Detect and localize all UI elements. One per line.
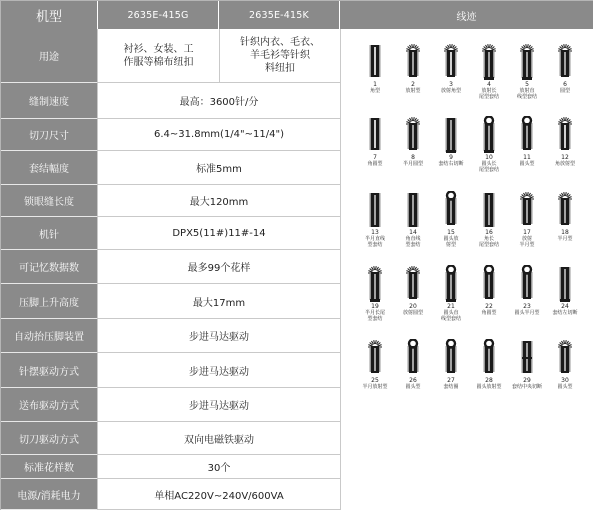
spec-label: 套结幅度 [1, 151, 97, 185]
stitch-pattern-icon [393, 339, 433, 377]
stitch-pattern-icon [355, 265, 395, 303]
stitch-pattern-number: 30 [561, 377, 569, 384]
stitch-pattern-name: 放射直 线型套结 [516, 88, 537, 100]
stitch-pattern-icon [469, 116, 509, 154]
stitch-pattern-number: 1 [373, 81, 377, 88]
stitch-pattern-icon [431, 116, 471, 154]
stitch-pattern-name: 圆头型 [519, 161, 535, 167]
stitch-pattern-icon [355, 116, 395, 154]
usage-model-b: 针织内衣、毛衣、 羊毛衫等针织 料纽扣 [219, 29, 340, 83]
stitch-pattern-number: 13 [371, 229, 379, 236]
stitch-pattern-name: 套结圈 [443, 384, 459, 390]
stitch-pattern-icon [431, 191, 471, 229]
stitch-pattern-number: 29 [523, 377, 531, 384]
usage-label: 用途 [1, 29, 97, 83]
stitch-pattern-number: 22 [485, 303, 493, 310]
model-header-label: 机型 [1, 1, 97, 29]
stitch-pattern-item [469, 116, 509, 173]
stitch-pattern-icon [355, 191, 395, 229]
stitch-pattern-item [431, 339, 471, 390]
stitch-pattern-icon [393, 43, 433, 81]
stitch-pattern-name: 放射 半月型 [519, 236, 535, 248]
spec-value: 双向电磁铁驱动 [97, 422, 340, 455]
stitch-pattern-icon [469, 265, 509, 303]
stitch-pattern-item [469, 265, 509, 316]
spec-label: 针摆驱动方式 [1, 353, 97, 388]
stitch-pattern-item [507, 339, 547, 390]
stitch-pattern-name: 角圆型 [481, 310, 497, 316]
stitch-pattern-item [545, 43, 585, 94]
stitch-pattern-icon [393, 116, 433, 154]
stitch-pattern-number: 8 [411, 154, 415, 161]
spec-value: 6.4~31.8mm(1/4"~11/4") [97, 119, 340, 151]
stitch-pattern-number: 5 [525, 81, 529, 88]
stitch-pattern-icon [507, 191, 547, 229]
stitch-pattern-item [507, 116, 547, 167]
stitch-pattern-name: 放射圆型 [402, 310, 423, 316]
stitch-pattern-icon [545, 265, 585, 303]
stitch-pattern-name: 套结右切断 [438, 161, 464, 167]
stitch-pattern-name: 圆头型 [405, 384, 421, 390]
stitch-pattern-item [393, 191, 433, 248]
stitch-pattern-name: 角圆型 [367, 161, 383, 167]
spec-value: 最大120mm [97, 185, 340, 217]
stitch-pattern-name: 套结左切断 [552, 310, 578, 316]
stitch-pattern-name: 圆头直 线型套结 [440, 310, 461, 322]
stitch-pattern-icon [469, 43, 509, 81]
stitch-pattern-number: 7 [373, 154, 377, 161]
spec-value: 标准5mm [97, 151, 340, 185]
stitch-pattern-item [431, 265, 471, 322]
stitch-pattern-icon [431, 43, 471, 81]
stitch-pattern-name: 半月直线 型套结 [364, 236, 385, 248]
stitch-pattern-item [507, 43, 547, 100]
spec-value: 步进马达驱动 [97, 388, 340, 422]
stitch-pattern-icon [545, 116, 585, 154]
stitch-pattern-name: 放射长 尾型套结 [478, 88, 499, 100]
stitch-pattern-icon [393, 191, 433, 229]
stitch-pattern-name: 圆头型 [557, 384, 573, 390]
stitch-pattern-icon [355, 339, 395, 377]
usage-model-a: 衬衫、女装、工 作服等棉布纽扣 [97, 29, 219, 83]
stitch-pattern-name: 放射型 [405, 88, 421, 94]
spec-label: 机针 [1, 217, 97, 250]
spec-label: 电源/消耗电力 [1, 479, 97, 510]
stitch-pattern-number: 27 [447, 377, 455, 384]
stitch-pattern-name: 角长 尾型套结 [478, 236, 499, 248]
stitch-pattern-name: 角型 [369, 88, 380, 94]
stitch-pattern-number: 3 [449, 81, 453, 88]
stitch-pattern-number: 16 [485, 229, 493, 236]
stitch-pattern-item [469, 43, 509, 100]
stitch-pattern-item [393, 339, 433, 390]
stitch-pattern-item [507, 191, 547, 248]
stitch-pattern-name: 放射角型 [440, 88, 461, 94]
stitch-pattern-item [393, 43, 433, 94]
stitch-pattern-name: 半月放射型 [362, 384, 388, 390]
stitch-pattern-item [355, 191, 395, 248]
stitch-pattern-number: 2 [411, 81, 415, 88]
spec-label: 切刀驱动方式 [1, 422, 97, 455]
spec-label: 缝制速度 [1, 83, 97, 119]
stitch-pattern-icon [431, 339, 471, 377]
stitch-pattern-item [545, 191, 585, 242]
spec-value: 最高：3600针/分 [97, 83, 340, 119]
stitch-pattern-name: 圆型 [559, 88, 570, 94]
stitch-pattern-number: 10 [485, 154, 493, 161]
stitch-pattern-name: 角直线 型套结 [405, 236, 421, 248]
stitch-pattern-number: 11 [523, 154, 531, 161]
stitch-pattern-icon [431, 265, 471, 303]
spec-label: 标准花样数 [1, 455, 97, 479]
stitch-pattern-item [469, 339, 509, 390]
spec-label: 锁眼缝长度 [1, 185, 97, 217]
stitch-pattern-item [431, 191, 471, 248]
spec-label: 切刀尺寸 [1, 119, 97, 151]
model-a-header: 2635E-415G [98, 1, 218, 29]
stitch-pattern-number: 4 [487, 81, 491, 88]
stitch-pattern-item [355, 116, 395, 167]
stitch-pattern-item [431, 43, 471, 94]
trace-panel [340, 29, 593, 510]
stitch-pattern-number: 12 [561, 154, 569, 161]
spec-value: 步进马达驱动 [97, 319, 340, 353]
stitch-pattern-name: 圆头长 尾型套结 [478, 161, 499, 173]
spec-value: 最大17mm [97, 284, 340, 319]
stitch-pattern-item [469, 191, 509, 248]
stitch-pattern-icon [545, 191, 585, 229]
stitch-pattern-name: 半月长尾 型套结 [364, 310, 385, 322]
stitch-pattern-number: 21 [447, 303, 455, 310]
stitch-pattern-icon [507, 43, 547, 81]
stitch-pattern-number: 28 [485, 377, 493, 384]
spec-label: 送布驱动方式 [1, 388, 97, 422]
traces-header: 线迹 [340, 1, 593, 29]
stitch-pattern-name: 圆头放射型 [476, 384, 502, 390]
stitch-pattern-name: 套结中央切断 [511, 384, 542, 390]
stitch-pattern-number: 6 [563, 81, 567, 88]
stitch-pattern-item [431, 116, 471, 167]
stitch-pattern-number: 26 [409, 377, 417, 384]
stitch-pattern-number: 24 [561, 303, 569, 310]
stitch-pattern-icon [507, 339, 547, 377]
stitch-pattern-number: 17 [523, 229, 531, 236]
stitch-pattern-number: 9 [449, 154, 453, 161]
spec-label: 可记忆数据数 [1, 250, 97, 284]
stitch-pattern-item [545, 116, 585, 167]
spec-value: 最多99个花样 [97, 250, 340, 284]
stitch-pattern-name: 角放射型 [554, 161, 575, 167]
stitch-pattern-icon [545, 339, 585, 377]
stitch-pattern-item [355, 43, 395, 94]
stitch-pattern-icon [469, 339, 509, 377]
stitch-pattern-number: 20 [409, 303, 417, 310]
spec-label: 自动抬压脚装置 [1, 319, 97, 353]
stitch-pattern-item [355, 339, 395, 390]
stitch-pattern-number: 15 [447, 229, 455, 236]
stitch-pattern-name: 圆头半月型 [514, 310, 540, 316]
stitch-pattern-item [545, 339, 585, 390]
stitch-pattern-icon [507, 265, 547, 303]
stitch-pattern-name: 半月圆型 [402, 161, 423, 167]
stitch-pattern-icon [545, 43, 585, 81]
stitch-pattern-item [393, 116, 433, 167]
stitch-pattern-item [545, 265, 585, 316]
stitch-pattern-icon [393, 265, 433, 303]
stitch-pattern-icon [469, 191, 509, 229]
stitch-pattern-icon [507, 116, 547, 154]
spec-value: 步进马达驱动 [97, 353, 340, 388]
spec-label: 压脚上升高度 [1, 284, 97, 319]
stitch-pattern-number: 14 [409, 229, 417, 236]
stitch-pattern-item [507, 265, 547, 316]
stitch-pattern-name: 半月型 [557, 236, 573, 242]
spec-value: 30个 [97, 455, 340, 479]
stitch-pattern-name: 圆头放 射型 [443, 236, 459, 248]
stitch-pattern-number: 25 [371, 377, 379, 384]
stitch-pattern-number: 18 [561, 229, 569, 236]
spec-value: 单相AC220V~240V/600VA [97, 479, 340, 510]
stitch-pattern-number: 19 [371, 303, 379, 310]
stitch-pattern-number: 23 [523, 303, 531, 310]
stitch-pattern-icon [355, 43, 395, 81]
stitch-pattern-item [355, 265, 395, 322]
stitch-pattern-item [393, 265, 433, 316]
spec-value: DPX5(11#)11#-14 [97, 217, 340, 250]
model-b-header: 2635E-415K [219, 1, 339, 29]
